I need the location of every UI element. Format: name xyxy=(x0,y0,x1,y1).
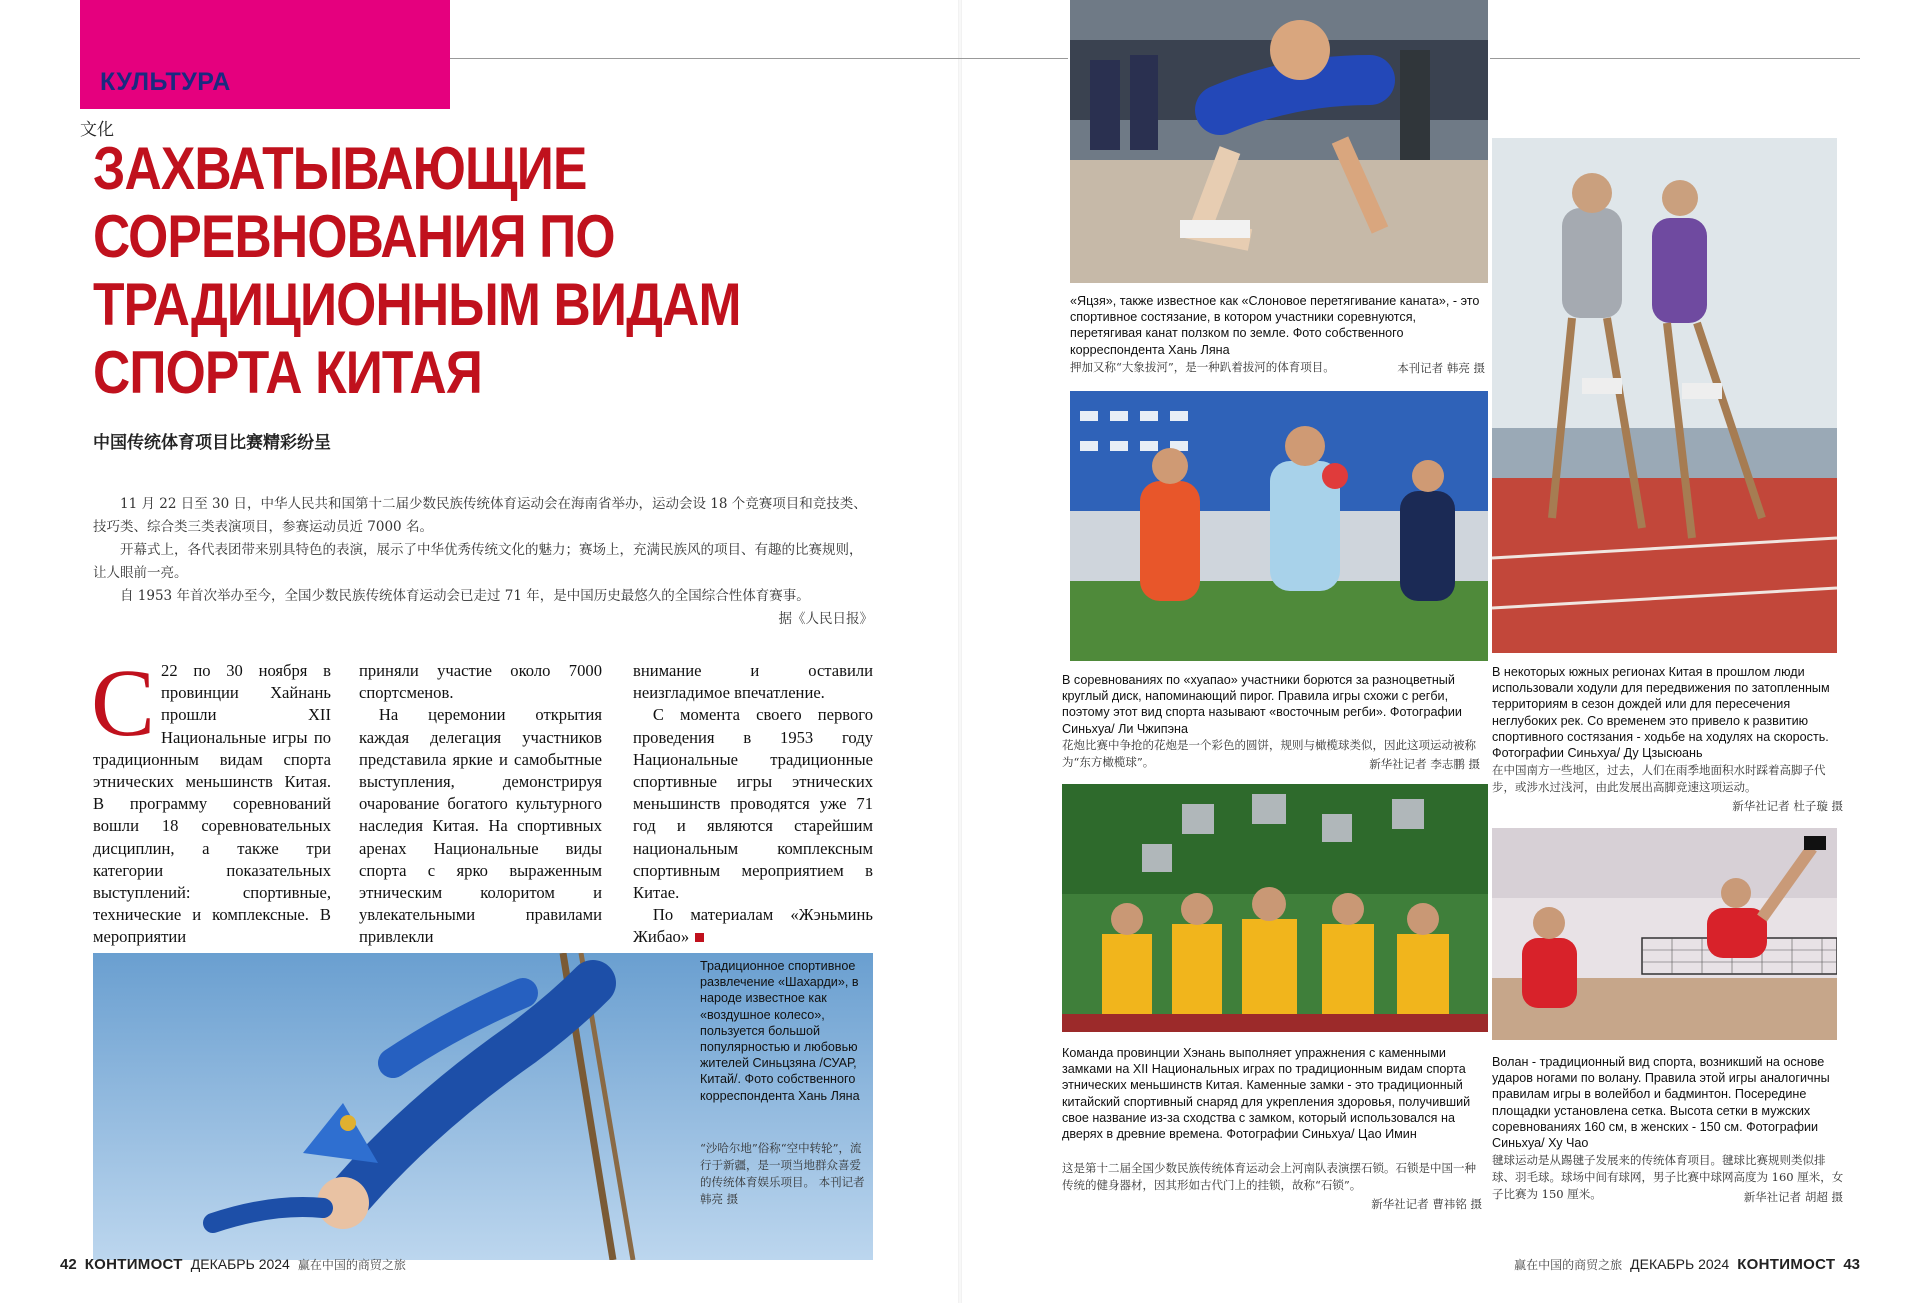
credit-stilts: 新华社记者 杜子璇 摄 xyxy=(1732,799,1843,813)
photo-stilts xyxy=(1492,138,1837,653)
caption-shuttlecock-zh: 毽球运动是从踢毽子发展来的传统体育项目。毽球比赛规则类似排球、羽毛球。球场中间有球网，男子比赛中球网高度为 160 厘米，女子比赛为 150 厘米。 xyxy=(1492,1153,1844,1201)
article-col3-p3-wrap xyxy=(633,904,873,948)
section-label-zh: 文化 xyxy=(80,120,114,139)
caption-shahardi-credit: 本刊记者 韩亮 摄 xyxy=(700,1175,865,1206)
caption-shahardi-zh-text: “沙哈尔地”俗称“空中转轮”，流行于新疆，是一项当地群众喜爱的传统体育娱乐项目。 xyxy=(700,1141,862,1189)
caption-yatszya-zh: 押加又称“大象拔河”，是一种趴着拔河的体育项目。 xyxy=(1070,360,1335,374)
headline: ЗАХВАТЫВАЮЩИЕ СОРЕВНОВАНИЯ ПО ТРАДИЦИОННЫМ ВИДАМ СПОРТА КИТАЯ xyxy=(93,135,741,406)
brand-right: КОНТИМОСТ xyxy=(1737,1256,1836,1273)
header-rule xyxy=(450,58,1068,59)
credit-yatszya: 本刊记者 韩亮 摄 xyxy=(1397,361,1485,375)
caption-stonelock: Команда провинции Хэнань выполняет упражнения с каменными замками на XII Национальных играх по традиционным видам спорта этнических меньшинств Китая. Каменные замки - это традиционный китайский спортивный снаряд для укрепления здоровья, получивший свое название из-за сходства с замком, который использовался на дверях в древние времена. Фотографии Синьхуа/ Цао Имин xyxy=(1062,1046,1471,1142)
brand-left: КОНТИМОСТ xyxy=(84,1256,183,1273)
caption-stilts: В некоторых южных регионах Китая в прошлом люди использовали ходули для передвижения по затопленным территориям в сезон дождей или для пересечения неглубоких рек. Со временем это привело к развитию спортивного состязания - ходьбе на ходулях на скорость. Фотографии Синьхуа/ Ду Цзысюань xyxy=(1492,665,1830,761)
photo-huapao xyxy=(1070,391,1488,661)
credit-shuttlecock: 新华社记者 胡超 摄 xyxy=(1743,1190,1843,1204)
slogan-right: 赢在中国的商贸之旅 xyxy=(1514,1258,1623,1272)
caption-shahardi: Традиционное спортивное развлечение «Шахарди», в народе известное как «воздушное колесо», пользуется большой популярностью и любовью жителей Синьцзяна /СУАР, Китай/. Фото собственного корреспондента Хань Ляна xyxy=(700,959,860,1103)
article-column-1 xyxy=(91,649,331,949)
slogan-left: 赢在中国的商贸之旅 xyxy=(297,1258,406,1272)
article-col3-p3: По материалам «Жэньминь Жибао» xyxy=(633,905,873,947)
caption-shahardi-zh xyxy=(700,1140,868,1208)
article-col2-p2: На церемонии открытия каждая делегация участников представила яркие и самобытные выступления, демонстрируя очарование богатого культурного наследия Китая. На спортивных аренах Национальные виды спорта с ярко выраженным этническим колоритом и увлекательными правилами привлекли xyxy=(359,705,602,947)
month-right: ДЕКАБРЬ 2024 xyxy=(1630,1256,1730,1272)
dropcap: С xyxy=(91,649,156,756)
page-number-left: 42 xyxy=(60,1256,77,1273)
caption-stonelock-zh: 这是第十二届全国少数民族传统体育运动会上河南队表演摆石锁。石锁是中国一种传统的健身器材，因其形如古代门上的挂锁，故称“石锁”。 xyxy=(1062,1161,1476,1192)
caption-huapao: В соревнованиях по «хуапао» участники борются за разноцветный круглый диск, напоминающий пирог. Правила игры схожи с регби, поэтому этот вид спорта называют «восточным регби». Фотографии Синьхуа/ Ли Чжипэна xyxy=(1062,673,1462,736)
article-column-3 xyxy=(633,660,873,949)
credit-huapao: 新华社记者 李志鹏 摄 xyxy=(1369,757,1480,771)
month-left: ДЕКАБРЬ 2024 xyxy=(190,1256,290,1272)
caption-stilts-zh: 在中国南方一些地区，过去，人们在雨季地面积水时踩着高脚子代步，或涉水过浅河，由此发展出高脚竞速这项运动。 xyxy=(1492,763,1826,794)
photo-yatszya xyxy=(1070,0,1488,283)
intro-zh-source: 据《人民日报》 xyxy=(778,611,873,627)
caption-yatszya: «Яцзя», также известное как «Слоновое перетягивание каната», - это спортивное состязание, в котором участники соревнуются, перетягивая канат ползком по земле. Фото собственного корреспондента Хань Ляна xyxy=(1070,294,1480,357)
article-col1-text: 22 по 30 ноября в провинции Хайнань прошли XII Национальные игры по традиционным видам спорта этнических меньшинств Китая. В программу соревнований вошли 18 соревновательных дисциплин, а также три категории показательных выступлений: спортивные, технические и комплексные. В мероприятии xyxy=(93,661,331,947)
article-column-2 xyxy=(359,660,602,949)
subhead-zh: 中国传统体育项目比赛精彩纷呈 xyxy=(93,433,331,452)
article-col3-p2: С момента своего первого проведения в 1953 году Национальные традиционные спортивные игры этнических меньшинств проводятся уже 71 год и являются старейшим национальным комплексным спортивным мероприятием в Китае. xyxy=(633,705,873,903)
spread-gutter xyxy=(958,0,962,1303)
page-number-right: 43 xyxy=(1843,1256,1860,1273)
photo-stonelock xyxy=(1062,784,1488,1032)
credit-stonelock: 新华社记者 曹祎铭 摄 xyxy=(1371,1197,1482,1211)
intro-zh-p2: 开幕式上，各代表团带来别具特色的表演，展示了中华优秀传统文化的魅力；赛场上，充满民族风的项目、有趣的比赛规则，让人眼前一亮。 xyxy=(93,542,863,581)
folio-left xyxy=(60,1256,406,1273)
intro-zh-p3: 自 1953 年首次举办至今，全国少数民族传统体育运动会已走过 71 年，是中国历史最悠久的全国综合性体育赛事。 xyxy=(120,588,810,604)
header-rule-right xyxy=(1490,58,1860,59)
end-mark xyxy=(695,933,704,942)
folio-right xyxy=(1514,1256,1860,1273)
caption-shuttlecock: Волан - традиционный вид спорта, возникший на основе ударов ногами по волану. Правила этой игры аналогичны правилам игры в волейбол и бадминтон. Посередине площадки установлена сетка. Высота сетки в мужских соревнованиях 160 см, в женских - 150 см. Фотографии Синьхуа/ Ху Чао xyxy=(1492,1055,1830,1151)
photo-shuttlecock xyxy=(1492,828,1837,1040)
intro-zh-p1: 11 月 22 日至 30 日，中华人民共和国第十二届少数民族传统体育运动会在海南省举办，运动会设 18 个竞赛项目和竞技类、技巧类、综合类三类表演项目，参赛运动员近 7000 名。 xyxy=(93,496,867,535)
article-col2-p1: приняли участие около 7000 спортсменов. xyxy=(359,661,602,703)
intro-zh xyxy=(93,493,873,631)
caption-huapao-zh: 花炮比赛中争抢的花炮是一个彩色的圆饼，规则与橄榄球类似，因此这项运动被称为“东方橄榄球”。 xyxy=(1062,738,1476,769)
article-col3-p1: внимание и оставили неизгладимое впечатление. xyxy=(633,661,873,703)
section-label: КУЛЬТУРА xyxy=(100,68,231,96)
